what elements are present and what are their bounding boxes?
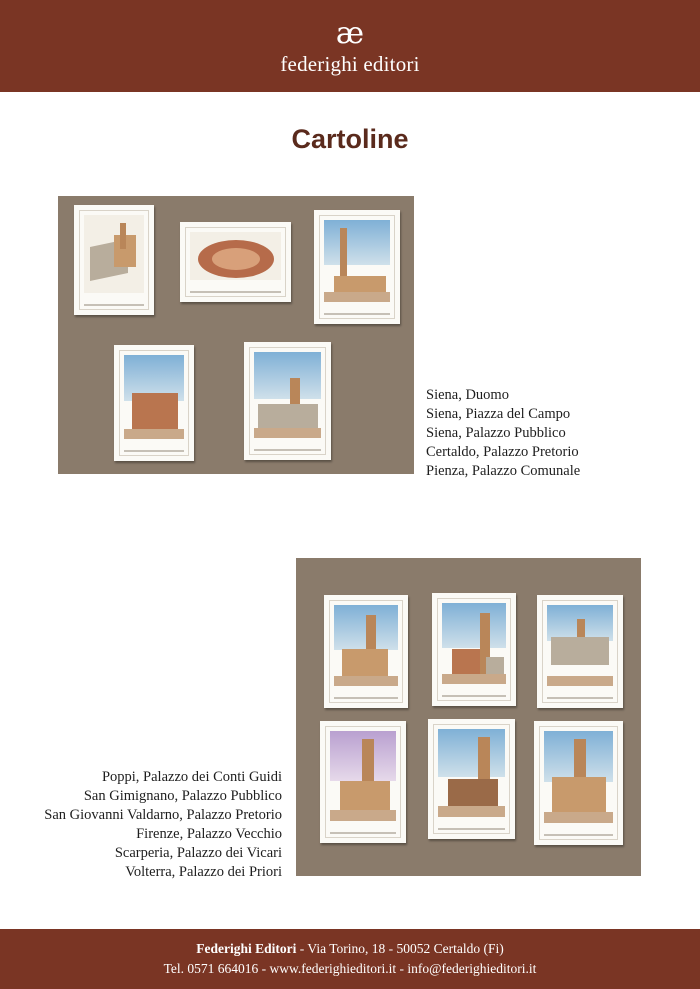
caption: Siena, Palazzo Pubblico — [426, 425, 566, 441]
postcard-captions-group1 — [426, 386, 580, 481]
footer-company: Federighi Editori — [196, 941, 297, 956]
postcard-image — [432, 593, 516, 706]
caption: Scarperia, Palazzo dei Vicari — [114, 845, 282, 861]
caption: Volterra, Palazzo dei Priori — [125, 864, 282, 880]
postcards-photo-siena — [58, 196, 414, 474]
postcards-photo-tuscany — [296, 558, 641, 876]
postcard-captions-group2 — [44, 768, 282, 882]
publisher-logo-icon: æ — [335, 16, 365, 51]
caption: Siena, Duomo — [426, 387, 509, 403]
postcard-image — [428, 719, 515, 839]
caption: Certaldo, Palazzo Pretorio — [426, 444, 579, 460]
postcard-image — [180, 222, 291, 302]
postcard-image — [320, 721, 406, 843]
postcard-image — [114, 345, 194, 461]
footer-address-line — [0, 941, 700, 957]
footer-address: - Via Torino, 18 - 50052 Certaldo (Fi) — [296, 941, 504, 956]
caption: Firenze, Palazzo Vecchio — [136, 826, 282, 842]
postcard-image — [74, 205, 154, 315]
publisher-name: federighi editori — [280, 52, 420, 76]
footer-contacts: Tel. 0571 664016 - www.federighieditori.it - info@federighieditori.it — [163, 961, 537, 976]
header-bar — [0, 0, 700, 92]
page-title: Cartoline — [291, 124, 409, 154]
caption: San Gimignano, Palazzo Pubblico — [83, 788, 282, 804]
postcard-image — [314, 210, 400, 324]
postcard-image — [324, 595, 408, 708]
postcard-image — [244, 342, 331, 460]
caption: Poppi, Palazzo dei Conti Guidi — [101, 769, 282, 785]
postcard-image — [534, 721, 623, 845]
caption: Siena, Piazza del Campo — [426, 406, 571, 422]
postcard-image — [537, 595, 623, 708]
footer-bar — [0, 929, 700, 989]
caption: San Giovanni Valdarno, Palazzo Pretorio — [44, 807, 282, 823]
caption: Pienza, Palazzo Comunale — [426, 463, 581, 479]
